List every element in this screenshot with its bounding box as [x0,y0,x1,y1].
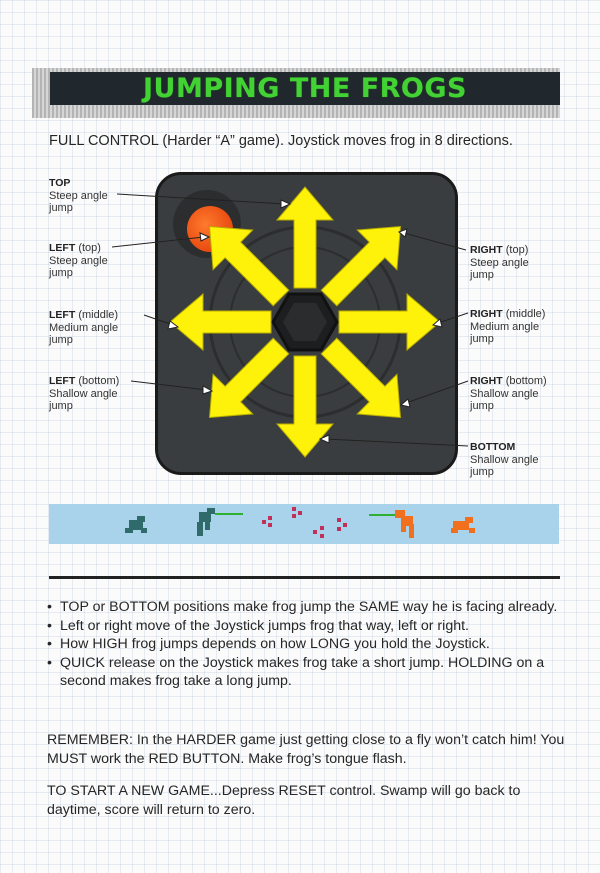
label-left-bottom: LEFT (bottom) Shallow angle jump [49,375,120,412]
fly-sprite-icon [262,507,347,538]
frog-sprite-orange-jumping-icon [395,510,414,538]
pointer-left-top-arrowhead-icon [200,233,209,241]
start-game-paragraph: TO START A NEW GAME...Depress RESET control. Swamp will go back to daytime, score will return to zero. [47,783,521,818]
label-left-top: LEFT (top) Steep angle jump [49,242,108,279]
section-divider [49,576,560,579]
frog-tongue-orange-icon [369,514,395,516]
pointer-right-bottom-arrowhead-icon [401,399,410,407]
direction-arrows [170,187,440,457]
frog-sprite-green-sitting-icon [125,516,147,533]
list-item: • Left or right move of the Joystick jumps frog that way, left or right. [47,617,567,636]
intro-text: FULL CONTROL (Harder “A” game). Joystick moves frog in 8 directions. [49,133,513,149]
arrow-down-icon [277,356,333,457]
pointer-right-bottom [406,381,468,403]
label-top: TOP Steep angle jump [49,177,108,214]
label-bottom: BOTTOM Shallow angle jump [470,441,539,478]
frog-jump-sprites [49,504,559,544]
list-item: • How HIGH frog jumps depends on how LONG you hold the Joystick. [47,635,567,654]
arrow-right-icon [339,294,440,350]
frog-sprite-green-jumping-icon [197,508,215,536]
pointer-left-bottom [131,381,207,390]
pointer-bottom [325,439,468,446]
frog-sprite-orange-sitting-icon [451,517,475,533]
pointer-top [117,194,285,204]
list-item: • QUICK release on the Joystick makes frog take a short jump. HOLDING on a second makes frog take a long jump. [47,654,567,691]
label-left-middle: LEFT (middle) Medium angle jump [49,309,119,346]
rules-list [47,598,567,691]
label-right-middle: RIGHT (middle) Medium angle jump [470,308,546,345]
list-item: • TOP or BOTTOM positions make frog jump the SAME way he is facing already. [47,598,567,617]
page-title: JUMPING THE FROGS [143,73,467,104]
pointer-left-top [112,237,204,247]
label-right-top: RIGHT (top) Steep angle jump [470,244,529,281]
pointer-right-middle [438,313,468,323]
pointer-right-top [404,233,466,250]
frog-tongue-green-icon [215,513,243,515]
pointer-left-middle [144,315,173,325]
label-right-bottom: RIGHT (bottom) Shallow angle jump [470,375,547,412]
pointer-left-bottom-arrowhead-icon [203,386,212,394]
remember-paragraph: REMEMBER: In the HARDER game just getting close to a fly won’t catch him! You MUST work the RED BUTTON. Make frog’s tongue flash. [47,732,565,767]
arrow-left-icon [170,294,271,350]
